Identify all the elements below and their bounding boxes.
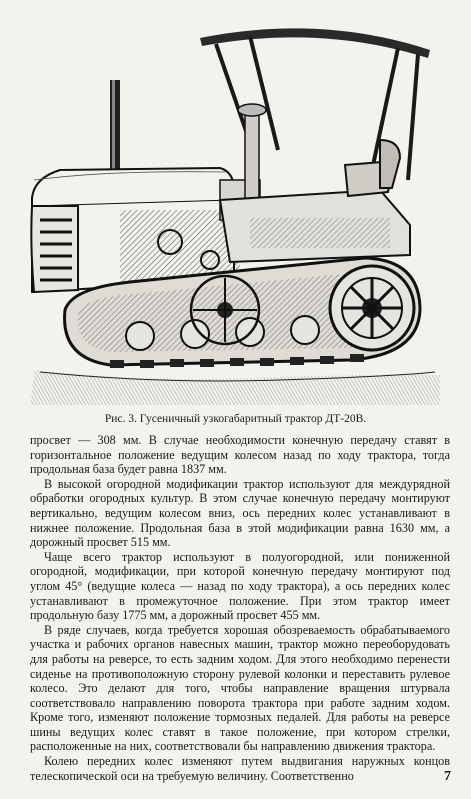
page-number: 7 xyxy=(444,769,451,784)
body-text xyxy=(30,433,450,783)
ground xyxy=(30,370,440,405)
paragraph: В ряде случаев, когда требуется хорошая обозреваемость обрабатываемого участка и рабочих органов навесных машин, трактор можно переоборудовать для работы на реверсе, то есть задним ходом. Для этого необходимо перенести сиденье на противоположную сторону рулевой колонки и переставить рулевое колесо. Это делают для того, чтобы направление вращения штурвала соответствовало направлению поворота трактора при работе задним ходом. Кроме того, изменяют положение тормозных педалей. Для работы на реверсе шины ведущих колес ставят в такое положение, при котором стрелки, расположенные на них, соответствовали бы направлению движения трактора. xyxy=(30,622,450,754)
paragraph: В высокой огородной модификации трактор используют для междурядной обработки огородных культур. В этом случае конечную передачу монтируют вертикально, ведущим колесом вниз, ось передних колес устанавливают в нижнее положение. Продольная база в этой модификации равна 1630 мм, а дорожный просвет 515 мм. xyxy=(30,476,450,550)
front-idler xyxy=(191,276,259,344)
radiator-grille xyxy=(31,206,78,292)
paragraph: просвет — 308 мм. В случае необходимости конечную передачу ставят в горизонтальное положение ведущим колесом назад по ходу трактора, тогда продольная база будет равна 1837 мм. xyxy=(30,433,450,477)
paragraph: Колею передних колес изменяют путем выдвигания наружных концов телескопической оси на требуемую величину. Соответственно xyxy=(30,754,450,783)
figure-caption: Рис. 3. Гусеничный узкогабаритный трактор ДТ-20В. xyxy=(104,413,367,425)
drive-sprocket xyxy=(330,266,414,350)
paragraph: Чаще всего трактор используют в полуогородной, или пониженной огородной, модификации, при которой конечную передачу монтируют под углом 45° (ведущие колеса — назад по ходу трактора), а ось передних колес устанавливают в промежуточное положение. При этом трактор имеет продольную базу 1775 мм, а дорожный просвет 455 мм. xyxy=(30,549,450,623)
tractor-illustration xyxy=(20,10,452,405)
seat xyxy=(345,140,400,196)
chassis-body xyxy=(220,190,410,262)
